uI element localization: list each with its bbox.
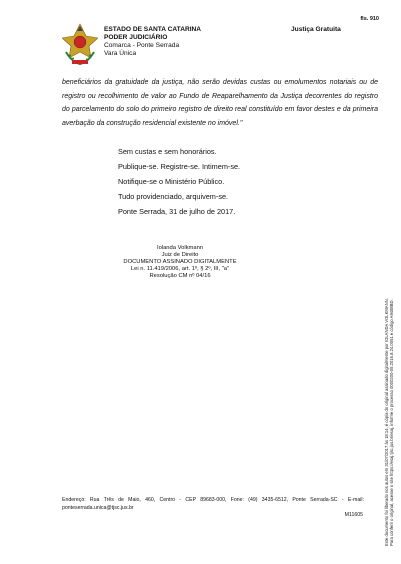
notify-line: Notifique-se o Ministério Público.	[118, 177, 225, 186]
court-address: Endereço: Rua Três de Maio, 460, Centro - CEP 89683-000, Fone: (49) 3435-6512, Ponte Serrada-SC - E-mail: ponteserrada.unica@tjsc.jus.br	[62, 497, 364, 511]
digital-signature-label: DOCUMENTO ASSINADO DIGITALMENTE	[123, 259, 237, 265]
no-costs-line: Sem custas e sem honorários.	[118, 147, 217, 156]
state-name: ESTADO DE SANTA CATARINA	[104, 26, 202, 33]
authenticity-note-line: Este documento foi liberado nos autos em 31/07/2017 às 18:14, é cópia do original assinado digitalmente por IOLANDA VOLKMANN.	[384, 298, 389, 546]
form-code: M11605	[344, 512, 363, 518]
place-date-line: Ponte Serrada, 31 de julho de 2017.	[118, 207, 236, 216]
vara: Vara Única	[104, 50, 137, 57]
authenticity-note	[384, 196, 394, 546]
signer-role: Juiz de Direito	[161, 252, 199, 258]
authenticity-note-line: Para conferir o original, acesse o site https://esaj.tjsc.jus.br/esaj, informe o processo 0000200-05.2016.8.24.0051 e código A9488BD.	[389, 299, 395, 546]
judiciary-name: PODER JUDICIÁRIO	[104, 34, 168, 41]
signer-name: Iolanda Volkmann	[156, 245, 204, 251]
signature-block	[110, 245, 250, 280]
publish-line: Publique-se. Registre-se. Intimem-se.	[118, 162, 241, 171]
court-header	[104, 26, 201, 58]
law-reference: Lei n. 11.419/2006, art. 1º, § 2º, III, "a"	[130, 266, 230, 272]
coat-of-arms-icon	[62, 22, 98, 66]
decision-quote: beneficiários da gratuidade da justiça, não serão devidas custas ou emolumentos notariais ou de registro ou recolhimento de valor ao Fundo de Reaparelhamento da Justiça decorrentes do registro do parcelamento do solo do primeiro registro de direito real constituído em favor destes e da primeira averbação da construção residencial existente no imóvel."	[62, 79, 378, 127]
archive-line: Tudo providenciado, arquivem-se.	[118, 192, 229, 201]
page-number: fls. 910	[360, 16, 379, 22]
comarca: Comarca - Ponte Serrada	[104, 42, 180, 49]
justice-free-badge: Justiça Gratuita	[291, 26, 341, 33]
resolution-reference: Resolução CM nº 04/16	[149, 273, 211, 279]
decision-closing	[118, 148, 240, 223]
